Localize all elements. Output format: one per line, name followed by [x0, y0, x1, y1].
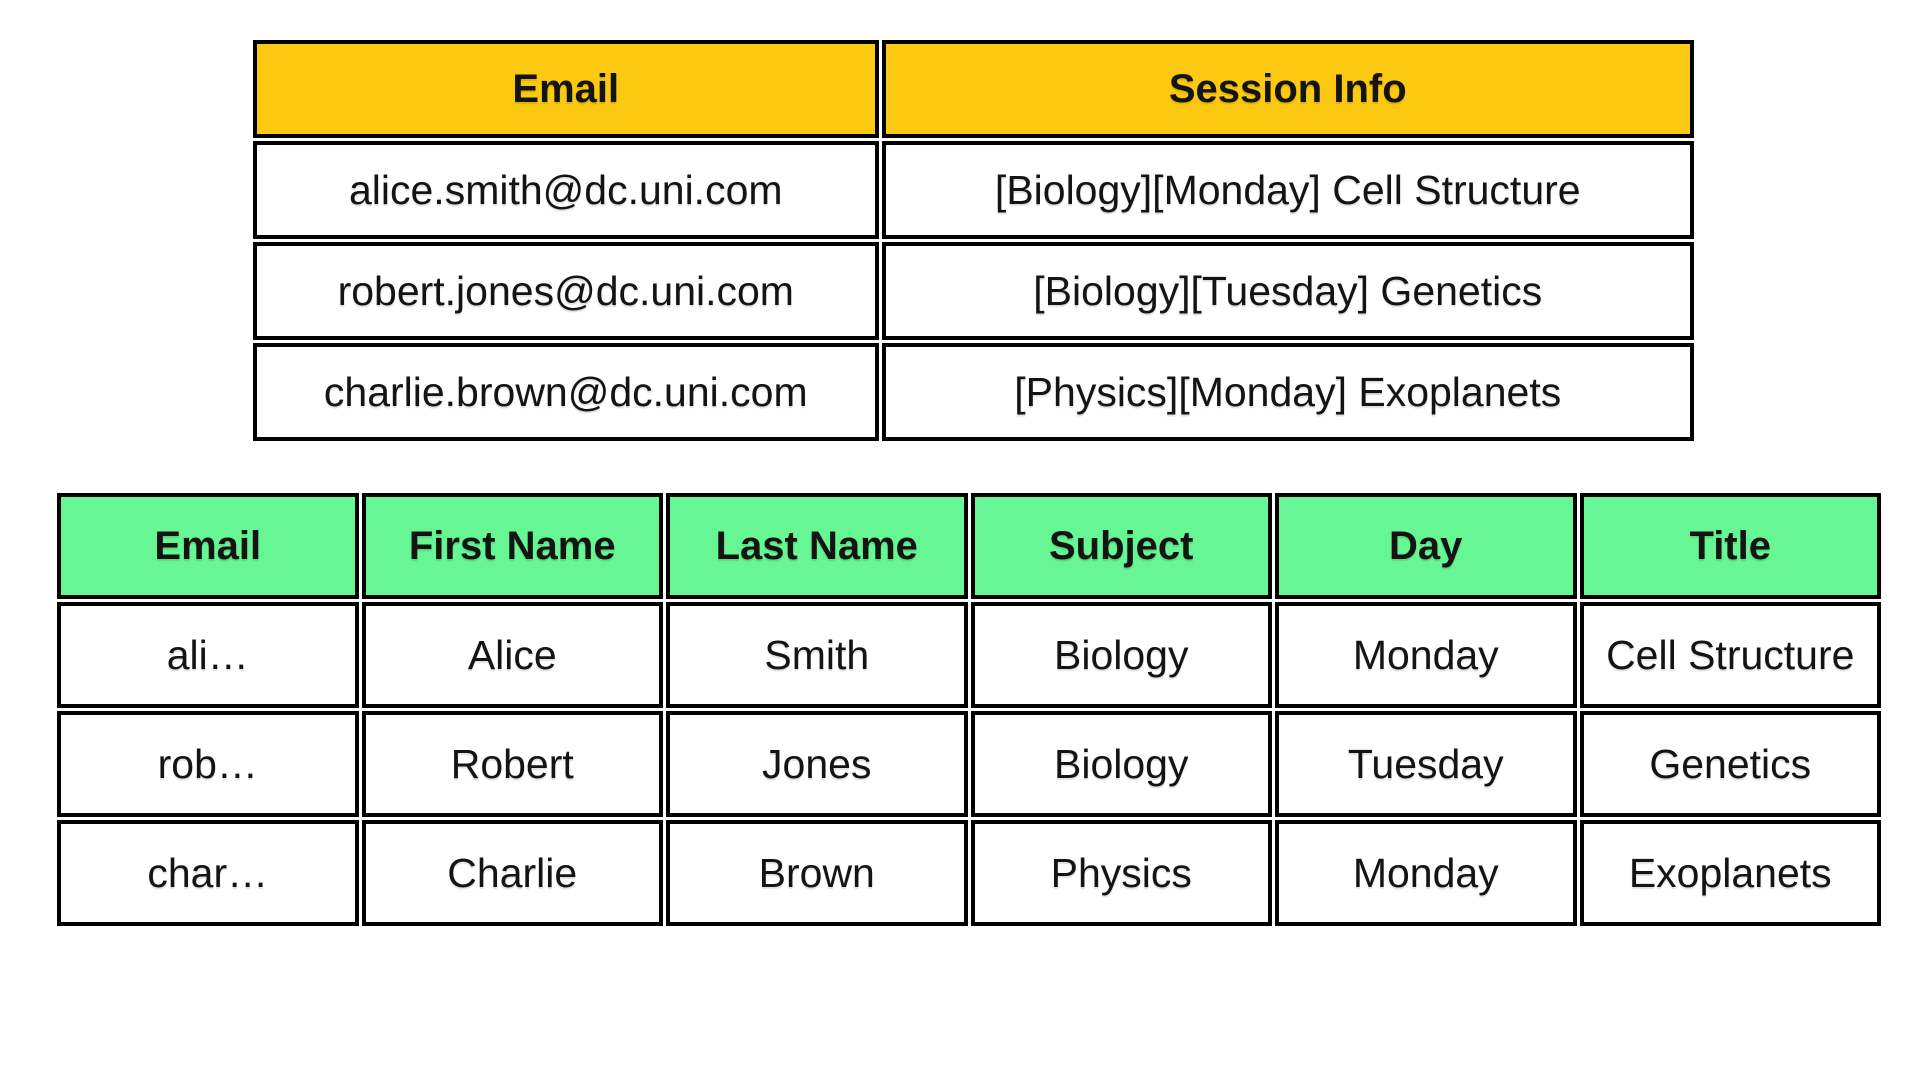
sessions-header-row: [253, 40, 1694, 138]
cell-first-name: Charlie: [362, 820, 664, 926]
column-header-subject: Subject: [971, 493, 1273, 599]
cell-email-truncated: rob…: [57, 711, 359, 817]
cell-last-name: Jones: [666, 711, 968, 817]
cell-email: alice.smith@dc.uni.com: [253, 141, 879, 239]
attendees-table: [54, 490, 1884, 929]
cell-session-info: [Physics][Monday] Exoplanets: [882, 343, 1694, 441]
table-row: [57, 820, 1881, 926]
cell-day: Monday: [1275, 602, 1577, 708]
column-header-title: Title: [1580, 493, 1882, 599]
cell-session-info: [Biology][Monday] Cell Structure: [882, 141, 1694, 239]
column-header-session-info: Session Info: [882, 40, 1694, 138]
column-header-day: Day: [1275, 493, 1577, 599]
cell-first-name: Robert: [362, 711, 664, 817]
table-row: [253, 343, 1694, 441]
cell-last-name: Smith: [666, 602, 968, 708]
cell-subject: Physics: [971, 820, 1273, 926]
cell-subject: Biology: [971, 711, 1273, 817]
cell-title: Exoplanets: [1580, 820, 1882, 926]
table-row: [253, 141, 1694, 239]
cell-day: Tuesday: [1275, 711, 1577, 817]
cell-subject: Biology: [971, 602, 1273, 708]
cell-day: Monday: [1275, 820, 1577, 926]
cell-session-info: [Biology][Tuesday] Genetics: [882, 242, 1694, 340]
cell-email-truncated: ali…: [57, 602, 359, 708]
column-header-first-name: First Name: [362, 493, 664, 599]
cell-first-name: Alice: [362, 602, 664, 708]
cell-title: Cell Structure: [1580, 602, 1882, 708]
table-row: [57, 711, 1881, 817]
cell-email-truncated: char…: [57, 820, 359, 926]
cell-title: Genetics: [1580, 711, 1882, 817]
column-header-last-name: Last Name: [666, 493, 968, 599]
attendees-header-row: [57, 493, 1881, 599]
cell-email: robert.jones@dc.uni.com: [253, 242, 879, 340]
cell-last-name: Brown: [666, 820, 968, 926]
table-row: [57, 602, 1881, 708]
column-header-email: Email: [253, 40, 879, 138]
table-row: [253, 242, 1694, 340]
sessions-table: [250, 37, 1697, 444]
column-header-email: Email: [57, 493, 359, 599]
cell-email: charlie.brown@dc.uni.com: [253, 343, 879, 441]
